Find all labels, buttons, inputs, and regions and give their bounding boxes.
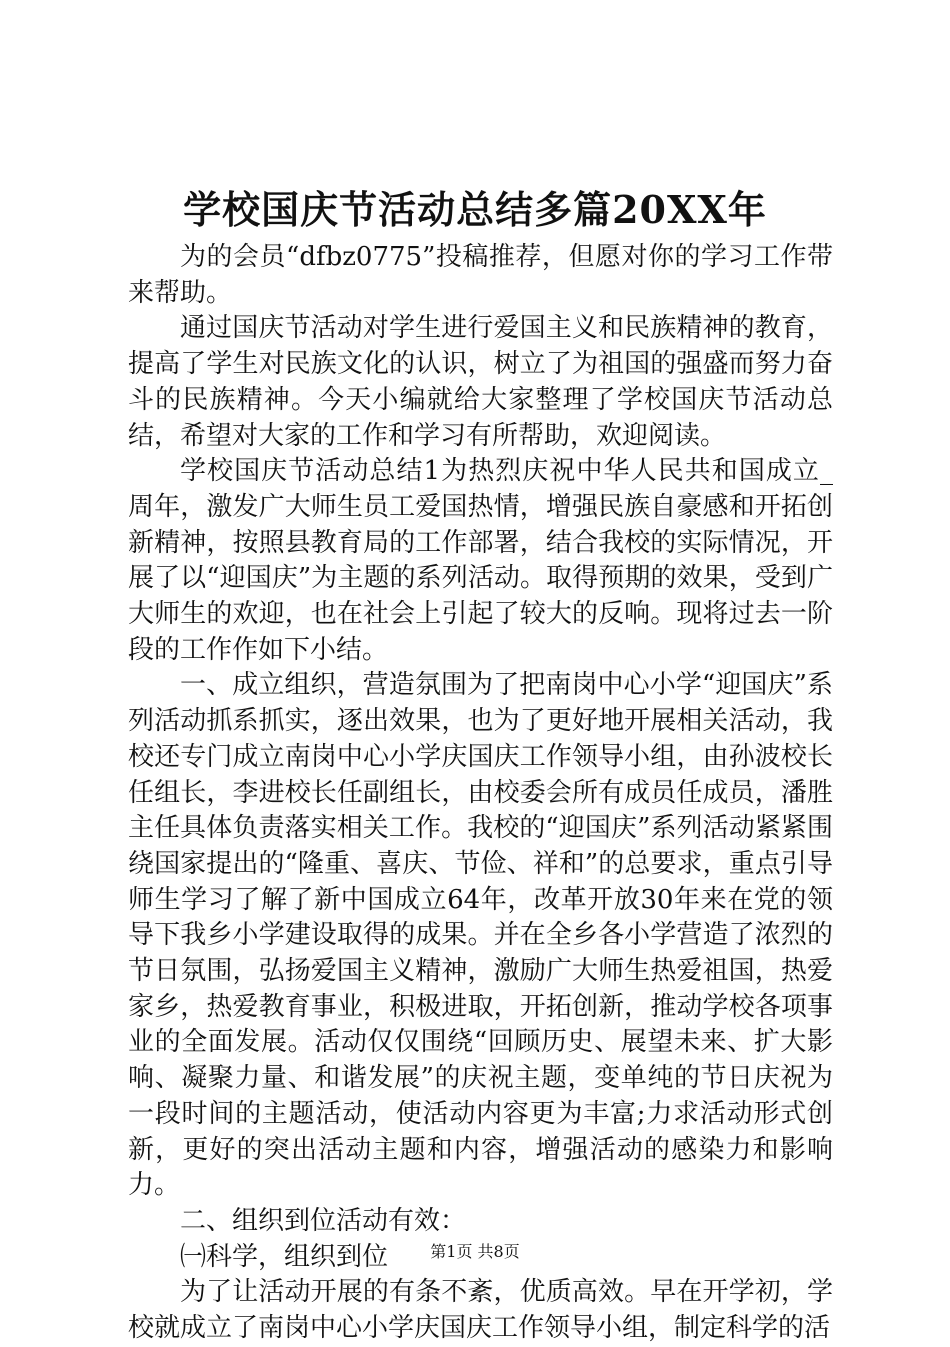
paragraph: 通过国庆节活动对学生进行爱国主义和民族精神的教育，提高了学生对民族文化的认识，树立了为祖国的强盛而努力奋斗的民族精神。今天小编就给大家整理了学校国庆节活动总结，希望对大家的工作和学习有所帮助，欢迎阅读。: [128, 313, 833, 451]
paragraph: 为了让活动开展的有条不紊，优质高效。早在开学初，学校就成立了南岗中心小学庆国庆工作领导小组，制定科学的活: [128, 1277, 833, 1344]
paragraph: 二、组织到位活动有效：: [180, 1205, 467, 1236]
paragraph: 为的会员“dfbz0775”投稿推荐，但愿对你的学习工作带来帮助。: [128, 242, 833, 308]
document-body: [128, 240, 833, 1347]
paragraph: 一、成立组织，营造氛围为了把南岗中心小学“迎国庆”系列活动抓系抓实，逐出效果，也为了更好地开展相关活动，我校还专门成立南岗中心小学庆国庆工作领导小组，由孙波校长任组长，李进校长任副组长，由校委会所有成员任成员，潘胜主任具体负责落实相关工作。我校的“迎国庆”系列活动紧紧围绕国家提出的“隆重、喜庆、节俭、祥和”的总要求，重点引导师生学习了解了新中国成立64年，改革开放30年来在党的领导下我乡小学建设取得的成果。并在全乡各小学营造了浓烈的节日氛围，弘扬爱国主义精神，激励广大师生热爱祖国，热爱家乡，热爱教育事业，积极进取，开拓创新，推动学校各项事业的全面发展。活动仅仅围绕“回顾历史、展望未来、扩大影响、凝聚力量、和谐发展”的庆祝主题，变单纯的节日庆祝为一段时间的主题活动，使活动内容更为丰富;力求活动形式创新，更好的突出活动主题和内容，增强活动的感染力和影响力。: [128, 670, 833, 1201]
paragraph: ㈠科学，组织到位: [180, 1241, 389, 1272]
document-title: 学校国庆节活动总结多篇20XX年: [183, 187, 767, 232]
page-footer: 第1页 共8页: [430, 1242, 520, 1261]
paragraph: 学校国庆节活动总结1为热烈庆祝中华人民共和国成立_周年，激发广大师生员工爱国热情，增强民族自豪感和开拓创新精神，按照县教育局的工作部署，结合我校的实际情况，开展了以“迎国庆”为主题的系列活动。取得预期的效果，受到广大师生的欢迎，也在社会上引起了较大的反响。现将过去一阶段的工作作如下小结。: [128, 456, 833, 665]
